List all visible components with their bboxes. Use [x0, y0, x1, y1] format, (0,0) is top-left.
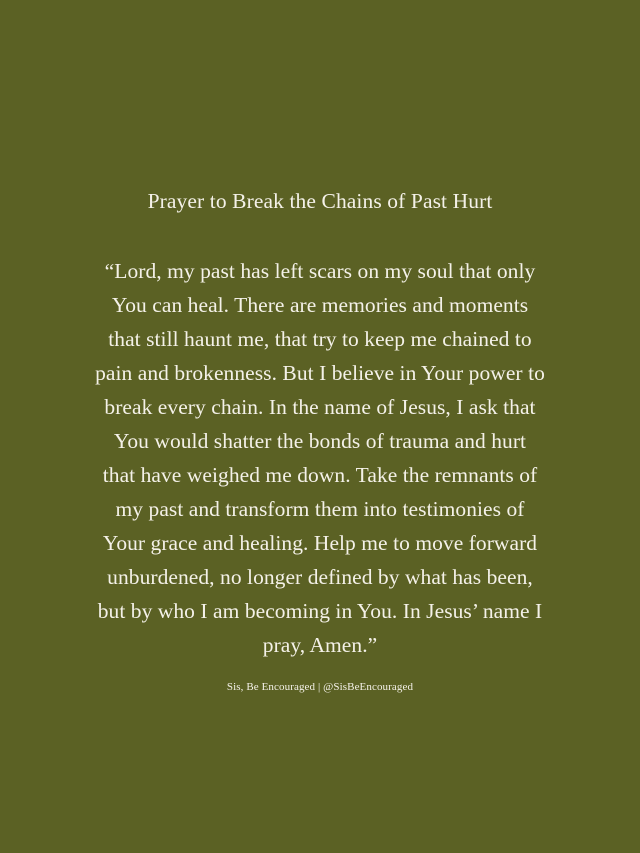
prayer-line: that still haunt me, that try to keep me chained to — [108, 327, 532, 351]
prayer-line: “Lord, my past has left scars on my soul that only — [104, 259, 536, 283]
prayer-line: unburdened, no longer defined by what has been, — [107, 565, 533, 589]
prayer-title: Prayer to Break the Chains of Past Hurt — [147, 189, 493, 213]
prayer-line: Your grace and healing. Help me to move forward — [102, 531, 538, 555]
footer-credit: Sis, Be Encouraged | @SisBeEncouraged — [226, 681, 414, 693]
prayer-content — [40, 186, 600, 695]
prayer-line: pray, Amen.” — [262, 633, 378, 657]
prayer-line: but by who I am becoming in You. In Jesus’ name I — [97, 599, 543, 623]
prayer-line: pain and brokenness. But I believe in Your power to — [95, 361, 545, 385]
prayer-line: break every chain. In the name of Jesus, I ask that — [104, 395, 536, 419]
prayer-line: You would shatter the bonds of trauma and hurt — [113, 429, 527, 453]
prayer-line: You can heal. There are memories and moments — [111, 293, 529, 317]
prayer-text — [40, 254, 600, 662]
prayer-line: that have weighed me down. Take the remnants of — [102, 463, 538, 487]
prayer-line: my past and transform them into testimonies of — [115, 497, 525, 521]
